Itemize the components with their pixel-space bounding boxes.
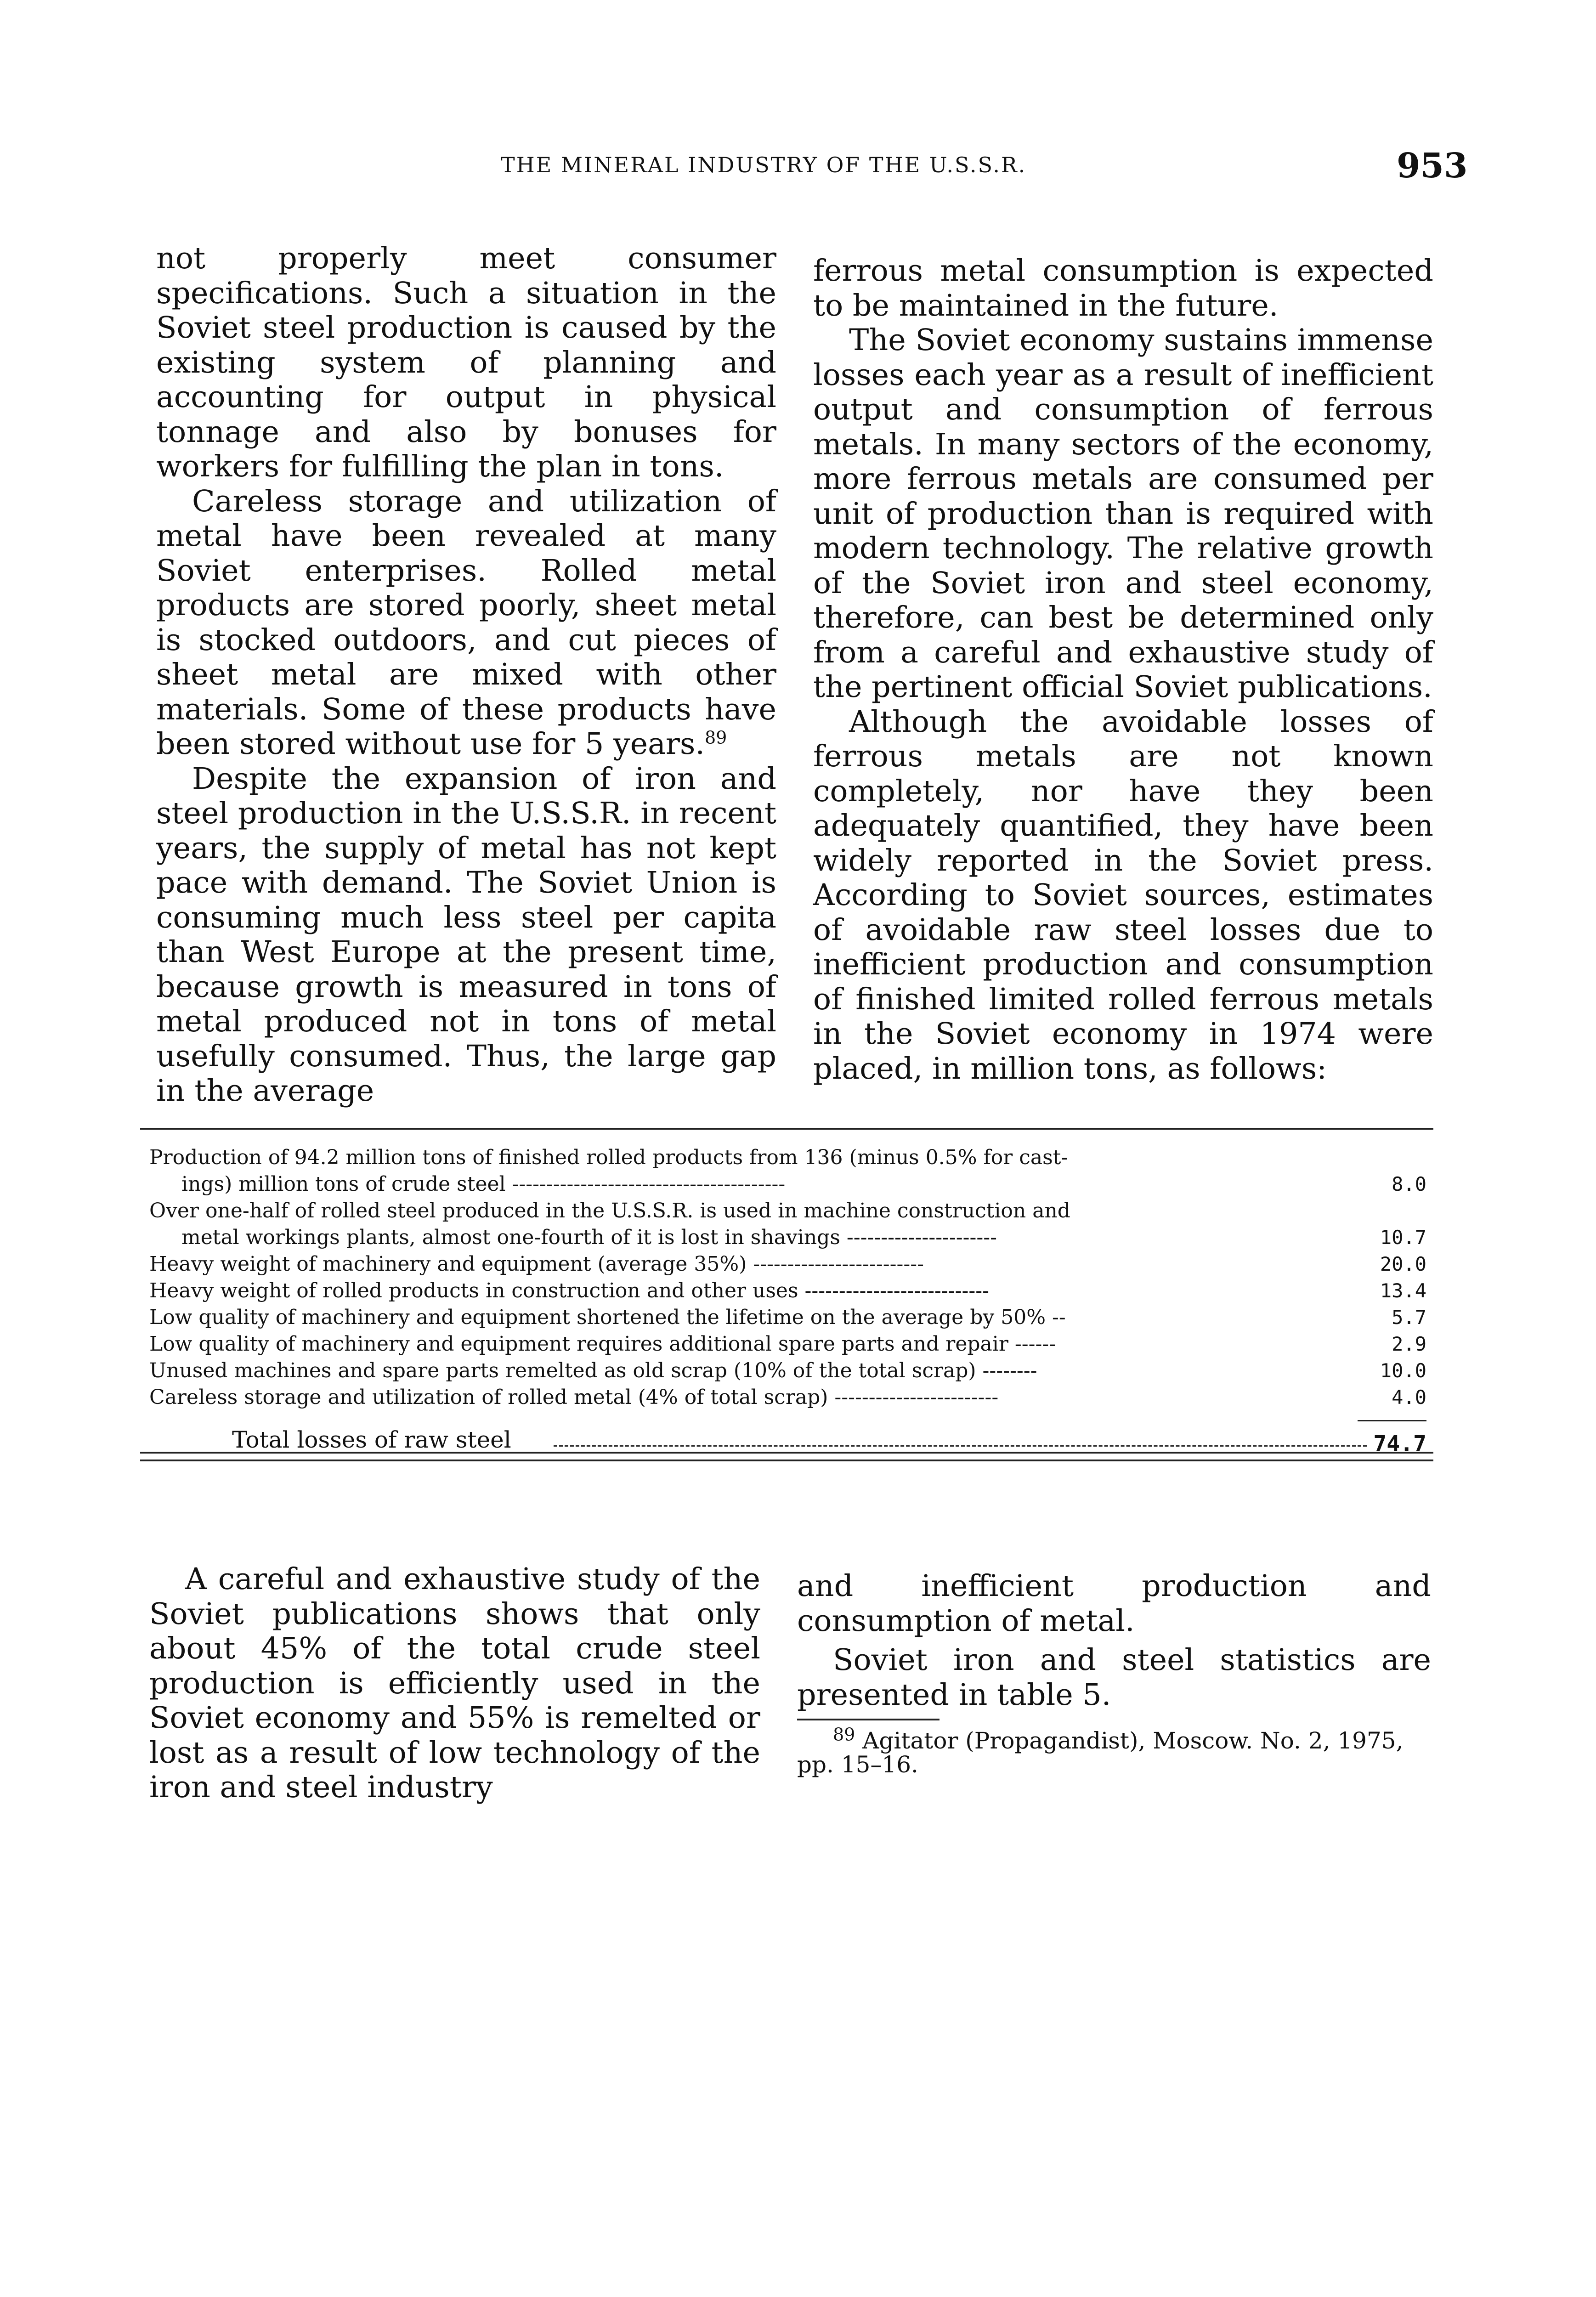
row-value: 5.7 xyxy=(1392,1306,1426,1329)
table-row xyxy=(149,1199,1426,1226)
row-value: 2.9 xyxy=(1392,1333,1426,1355)
left-column-bottom xyxy=(149,1562,760,1805)
paragraph: and inefficient production and consumption of metal. xyxy=(797,1569,1431,1638)
paragraph: The Soviet economy sustains immense losses each year as a result of inefficient output and consumption of ferrous metals. In many sectors of the economy, more ferrous metals are consumed per unit of production than is required with modern technology. The relative growth of the Soviet iron and steel economy, therefore, can best be determined only from a careful and exhaustive study of the pertinent official Soviet publications. xyxy=(813,323,1433,704)
row-label: metal workings plants, almost one-fourth of it is lost in shavings ---------------------- xyxy=(181,1226,997,1249)
row-label: Low quality of machinery and equipment requires additional spare parts and repair ------ xyxy=(149,1332,1056,1356)
table-row xyxy=(149,1173,1426,1199)
right-column-bottom xyxy=(797,1569,1431,1776)
row-label: Heavy weight of rolled products in construction and other uses --------------------------- xyxy=(149,1279,989,1302)
paragraph: not properly meet consumer specifications. Such a situation in the Soviet steel production is caused by the existing system of planning and accounting for output in physical tonnage and also by bonuses for workers for fulfilling the plan in tons. xyxy=(156,241,776,484)
row-label: ings) million tons of crude steel ---------------------------------------- xyxy=(181,1172,786,1196)
table-row xyxy=(149,1306,1426,1333)
table-bottom-rule xyxy=(140,1452,1433,1454)
total-value: 74.7 xyxy=(1373,1431,1426,1457)
page-number: 953 xyxy=(1397,146,1468,186)
total-label: Total losses of raw steel xyxy=(232,1426,511,1453)
total-row xyxy=(149,1426,1426,1457)
footnote xyxy=(797,1724,1431,1778)
table-row xyxy=(149,1359,1426,1386)
row-value: 20.0 xyxy=(1380,1253,1426,1275)
running-title: THE MINERAL INDUSTRY OF THE U.S.S.R. xyxy=(501,153,1027,177)
footnote-reference: 89 xyxy=(705,727,727,748)
row-label: Production of 94.2 million tons of finished rolled products from 136 (minus 0.5% for cast- xyxy=(149,1146,1068,1169)
row-label: Heavy weight of machinery and equipment (average 35%) ------------------------- xyxy=(149,1252,924,1276)
row-value: 10.0 xyxy=(1380,1359,1426,1382)
sum-rule xyxy=(1358,1420,1426,1421)
footnote-rule xyxy=(797,1719,939,1720)
footnote-text: Agitator (Propagandist), Moscow. No. 2, 1975, pp. 15–16. xyxy=(797,1727,1404,1778)
leader-line xyxy=(554,1445,1367,1447)
left-column-top xyxy=(156,241,776,1109)
table-row xyxy=(149,1279,1426,1306)
table-top-rule xyxy=(140,1128,1433,1130)
footnote-marker: 89 xyxy=(833,1724,855,1745)
right-column-top xyxy=(813,254,1433,1086)
table-bottom-rule-2 xyxy=(140,1460,1433,1461)
row-value: 8.0 xyxy=(1392,1173,1426,1195)
row-label: Unused machines and spare parts remelted as old scrap (10% of the total scrap) -------- xyxy=(149,1359,1037,1382)
table-row xyxy=(149,1386,1426,1413)
paragraph xyxy=(156,484,776,762)
row-value: 10.7 xyxy=(1380,1226,1426,1249)
table-body xyxy=(149,1146,1426,1413)
row-label: Low quality of machinery and equipment shortened the lifetime on the average by 50% -- xyxy=(149,1306,1066,1329)
row-value: 4.0 xyxy=(1392,1386,1426,1409)
row-value: 13.4 xyxy=(1380,1279,1426,1302)
row-label: Careless storage and utilization of rolled metal (4% of total scrap) ------------------------ xyxy=(149,1386,999,1409)
table-row xyxy=(149,1253,1426,1279)
paragraph: Despite the expansion of iron and steel production in the U.S.S.R. in recent years, the supply of metal has not kept pace with demand. The Soviet Union is consuming much less steel per capita than West Europe at the present time, because growth is measured in tons of metal produced not in tons of metal usefully consumed. Thus, the large gap in the average xyxy=(156,761,776,1108)
table-row xyxy=(149,1146,1426,1173)
table-row xyxy=(149,1333,1426,1359)
paragraph-text: Careless storage and utilization of metal have been revealed at many Soviet enterprises. Rolled metal products are stored poorly, sheet metal is stocked outdoors, and cut pieces of sheet metal are mixed with other materials. Some of these products have been stored without use for 5 years. xyxy=(156,484,776,761)
paragraph: Soviet iron and steel statistics are presented in table 5. xyxy=(797,1643,1431,1712)
page-header xyxy=(0,146,1596,201)
table-row xyxy=(149,1226,1426,1253)
row-label: Over one-half of rolled steel produced in the U.S.S.R. is used in machine construction and xyxy=(149,1199,1070,1222)
paragraph: Although the avoidable losses of ferrous metals are not known completely, nor have they been adequately quantified, they have been widely reported in the Soviet press. According to Soviet sources, estimates of avoidable raw steel losses due to inefficient production and consumption of finished limited rolled ferrous metals in the Soviet economy in 1974 were placed, in million tons, as follows: xyxy=(813,704,1433,1086)
paragraph: ferrous metal consumption is expected to be maintained in the future. xyxy=(813,254,1433,323)
paragraph: A careful and exhaustive study of the Soviet publications shows that only about 45% of the total crude steel production is efficiently used in the Soviet economy and 55% is remelted or lost as a result of low technology of the iron and steel industry xyxy=(149,1562,760,1805)
